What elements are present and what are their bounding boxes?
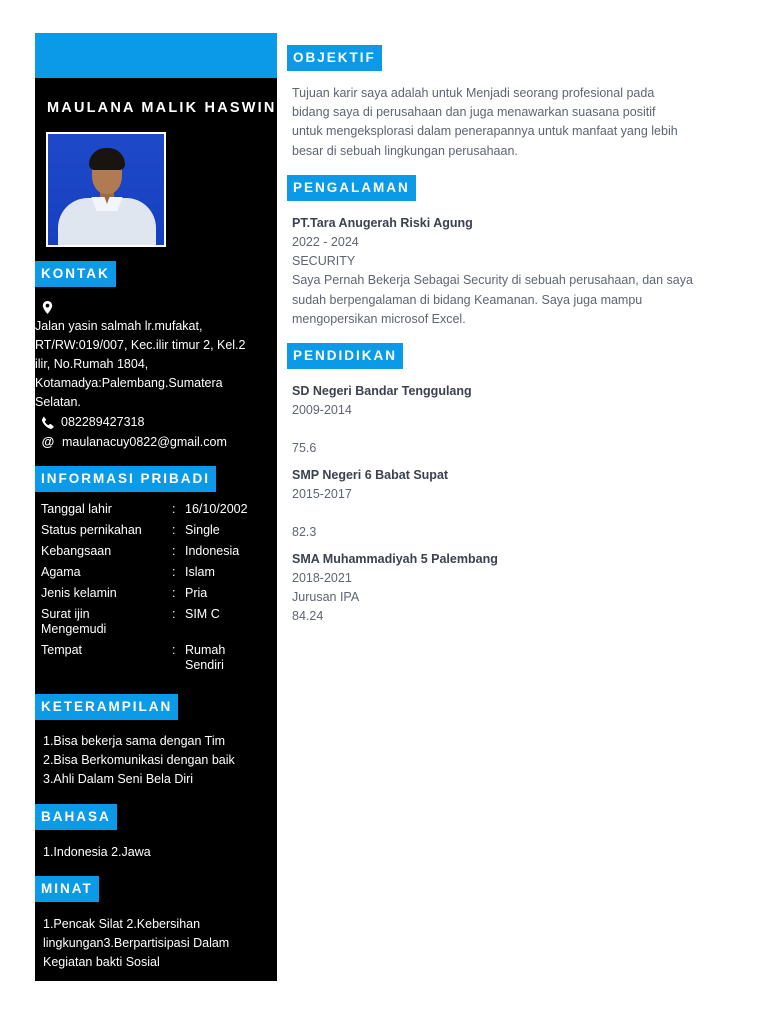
info-row: Tanggal lahir : 16/10/2002 [41,502,248,516]
info-row: Tempat : Rumah Sendiri [41,643,226,672]
section-title-personal-info: INFORMASI PRIBADI [35,466,216,492]
education-school: SMP Negeri 6 Babat Supat [292,468,449,482]
experience-position: SECURITY [292,254,356,269]
phone-line [41,415,144,429]
education-period: 2018-2021 [292,571,352,585]
education-school: SD Negeri Bandar Tenggulang [292,384,472,398]
list-item: 1.Indonesia 2.Jawa [43,845,151,859]
language-list [43,843,151,862]
section-title-objective: OBJEKTIF [287,45,382,71]
education-school: SMA Muhammadiyah 5 Palembang [292,552,498,566]
education-score: 82.3 [292,525,317,539]
section-title-experience: PENGALAMAN [287,175,416,201]
section-title-interests: MINAT [35,876,99,902]
education-score: 75.6 [292,441,317,455]
education-score: 84.24 [292,609,324,623]
education-major: Jurusan IPA [292,590,360,604]
info-row: Kebangsaan : Indonesia [41,544,240,558]
experience-details: 2022 - 2024 SECURITY Saya Pernah Bekerja Sebagai Security di sebuah perusahaan, dan saya sudah berpengalaman di bidang Keamanan. Saya juga mampu mengopersikan microsof Excel. [292,233,722,329]
list-item: 3.Ahli Dalam Seni Bela Diri [43,772,194,786]
address: Jalan yasin salmah lr.mufakat, RT/RW:019/007, Kec.ilir timur 2, Kel.2 ilir, No.Rumah 1804, Kotamadya:Palembang.Sumatera Selatan. [35,319,246,409]
list-item: Kegiatan bakti Sosial [43,955,160,969]
skills-list [43,732,235,789]
interests-list [43,915,229,972]
section-title-contact: KONTAK [35,261,116,287]
section-title-education: PENDIDIKAN [287,343,403,369]
section-title-language: BAHASA [35,804,117,830]
info-row: Status pernikahan : Single [41,523,220,537]
education-period: 2015-2017 [292,487,352,501]
info-row: Jenis kelamin : Pria [41,586,208,600]
list-item: 1.Bisa bekerja sama dengan Tim [43,734,226,748]
profile-photo [46,132,166,247]
list-item: 1.Pencak Silat 2.Kebersihan [43,917,201,931]
candidate-name: MAULANA MALIK HASWIN [47,100,277,116]
sidebar [35,33,277,981]
email-line [41,434,227,449]
email-address: maulanacuy0822@gmail.com [62,434,227,449]
email-icon: @ [41,434,55,449]
phone-number: 082289427318 [61,415,145,429]
location-icon [41,301,54,314]
personal-info-table [41,502,271,679]
list-item: lingkungan3.Berpartisipasi Dalam [43,936,230,950]
experience-period: 2022 - 2024 [292,235,359,249]
phone-icon [41,416,54,429]
experience-company: PT.Tara Anugerah Riski Agung [292,216,473,230]
education-period: 2009-2014 [292,403,352,417]
section-title-skills: KETERAMPILAN [35,694,178,720]
info-row: Surat ijin Mengemudi : SIM C [41,607,220,636]
objective-text: Tujuan karir saya adalah untuk Menjadi seorang profesional pada bidang saya di perusahaan dan juga menawarkan suasana positif untuk mengeksplorasi dalam penerapannya untuk manfaat yang lebih besar di sebuah lingkungan perusahaan. [292,86,678,158]
sidebar-header-bar [35,33,277,78]
info-row: Agama : Islam [41,565,215,579]
list-item: 2.Bisa Berkomunikasi dengan baik [43,753,235,767]
